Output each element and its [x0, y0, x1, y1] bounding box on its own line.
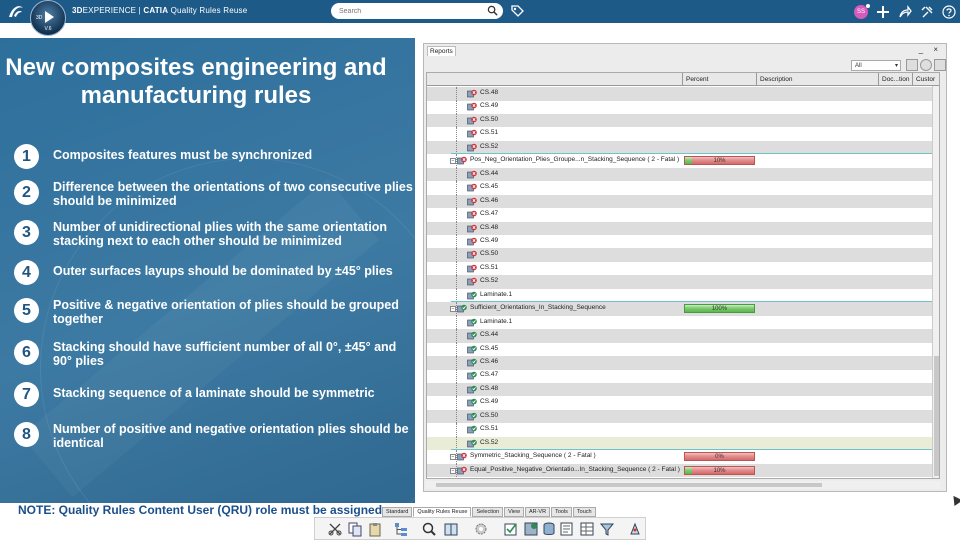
rule-item: [14, 382, 414, 414]
tools-icon[interactable]: [920, 5, 934, 19]
workbench-tab[interactable]: Selection: [472, 507, 503, 517]
tree-row[interactable]: [427, 87, 935, 101]
window-controls[interactable]: _ ×: [918, 45, 942, 54]
collapse-toggle-icon[interactable]: −: [451, 467, 455, 474]
tree-connector: [456, 369, 457, 383]
check-status-icon: [467, 385, 477, 395]
percent-bar: [684, 304, 755, 313]
row-label: CS.51: [480, 425, 499, 433]
workbench-tab[interactable]: Quality Rules Reuse: [413, 507, 471, 517]
tree-row[interactable]: [427, 396, 935, 410]
workbench-tab[interactable]: Tools: [551, 507, 572, 517]
tree-connector: [456, 410, 457, 424]
search-icon[interactable]: [487, 5, 498, 16]
row-label: CS.51: [480, 263, 499, 271]
pin-icon[interactable]: [627, 521, 643, 537]
rule-number: 6: [14, 340, 39, 365]
check-status-icon: [467, 425, 477, 435]
error-status-icon: [457, 466, 467, 476]
tree-connector: [456, 396, 457, 410]
tree-connector: [456, 248, 457, 262]
column-header-name[interactable]: [427, 73, 683, 86]
search-input[interactable]: [339, 5, 479, 17]
tree-row[interactable]: [427, 168, 935, 182]
check-status-icon: [467, 358, 477, 368]
check-status-icon: [467, 318, 477, 328]
row-label: Equal_Positive_Negative_Orientatio...In_Stacking_Sequence ( 2 - Fatal ): [470, 465, 680, 473]
plus-icon[interactable]: [876, 5, 890, 19]
row-label: CS.52: [480, 142, 499, 150]
error-status-icon: [457, 452, 467, 462]
rule-row[interactable]: [427, 450, 935, 464]
tree-connector: [456, 289, 457, 303]
error-status-icon: [467, 224, 477, 234]
vertical-scrollbar[interactable]: [932, 86, 939, 479]
rule-item: [14, 422, 414, 454]
rule-item: [14, 340, 414, 372]
percent-value: 10%: [713, 467, 726, 474]
tree-connector: [456, 316, 457, 330]
reports-panel: [423, 43, 947, 492]
paste-icon[interactable]: [367, 521, 383, 537]
row-label: CS.46: [480, 196, 499, 204]
tree-connector: [456, 195, 457, 209]
check-status-icon: [467, 412, 477, 422]
tree-row[interactable]: [427, 289, 935, 303]
column-header-documentation[interactable]: Doc...tion: [879, 73, 913, 86]
tree-row[interactable]: [427, 127, 935, 141]
tree-connector: [456, 343, 457, 357]
row-label: Symmetric_Stacking_Sequence ( 2 - Fatal ): [470, 452, 596, 460]
top-bar: [0, 0, 960, 23]
slide-title: New composites engineering and manufacturing rules: [5, 54, 387, 109]
tree-row[interactable]: [427, 235, 935, 249]
rule-text: Composites features must be synchronized: [53, 148, 313, 162]
error-status-icon: [467, 237, 477, 247]
error-status-icon: [467, 102, 477, 112]
tree-row[interactable]: [427, 369, 935, 383]
rule-number: 7: [14, 382, 39, 407]
row-label: CS.45: [480, 183, 499, 191]
check-report-icon[interactable]: [503, 521, 519, 537]
tree-row[interactable]: [427, 248, 935, 262]
collapse-toggle-icon[interactable]: −: [451, 454, 455, 461]
scroll-thumb[interactable]: [934, 356, 939, 476]
error-status-icon: [467, 197, 477, 207]
percent-bar: [684, 452, 755, 461]
report-icon[interactable]: [559, 521, 575, 537]
row-label: CS.45: [480, 344, 499, 352]
tree-row[interactable]: [427, 262, 935, 276]
check-status-icon: [467, 371, 477, 381]
error-status-icon: [467, 264, 477, 274]
row-label: CS.44: [480, 169, 499, 177]
scroll-thumb[interactable]: [436, 483, 822, 487]
tree-row[interactable]: [427, 356, 935, 370]
rule-item: [14, 180, 414, 212]
table-icon[interactable]: [579, 521, 595, 537]
slide-panel: [0, 38, 415, 503]
check-status-icon: [467, 331, 477, 341]
rule-text: Difference between the orientations of two consecutive plies should be minimized: [53, 180, 413, 208]
percent-value: 10%: [713, 158, 726, 165]
tree-row[interactable]: [427, 329, 935, 343]
compass-icon[interactable]: [30, 0, 66, 36]
tree-connector: [456, 181, 457, 195]
check-status-icon: [467, 345, 477, 355]
mouse-cursor: [949, 493, 960, 506]
check-status-icon: [457, 304, 467, 314]
cut-icon[interactable]: [327, 521, 343, 537]
rule-row[interactable]: [427, 302, 935, 316]
check-status-icon: [467, 291, 477, 301]
percent-bar: [684, 466, 755, 475]
tree-connector: [456, 114, 457, 128]
role-note: NOTE: Quality Rules Content User (QRU) role must be assigned: [18, 503, 383, 517]
book-icon[interactable]: [443, 521, 459, 537]
ds-logo-icon[interactable]: [6, 2, 26, 20]
compass-3d-label: 3D: [36, 15, 43, 21]
compass-version: V.6: [44, 26, 52, 32]
export-icon[interactable]: [934, 59, 946, 71]
tree-connector: [456, 141, 457, 155]
row-label: CS.50: [480, 411, 499, 419]
row-label: CS.49: [480, 236, 499, 244]
search-bar[interactable]: [331, 3, 503, 19]
tree-row[interactable]: [427, 410, 935, 424]
tree-row[interactable]: [427, 141, 935, 155]
tree-connector: [456, 222, 457, 236]
expand-icon[interactable]: [906, 59, 918, 71]
tree-row[interactable]: [427, 437, 935, 451]
row-label: CS.48: [480, 384, 499, 392]
row-label: CS.52: [480, 277, 499, 285]
row-label: CS.47: [480, 210, 499, 218]
check-status-icon: [467, 439, 477, 449]
rule-item: [14, 144, 414, 176]
tree-icon[interactable]: [393, 521, 409, 537]
tree-row[interactable]: [427, 423, 935, 437]
error-status-icon: [467, 183, 477, 193]
reports-header: [424, 44, 946, 56]
tree-connector: [456, 168, 457, 182]
row-label: CS.46: [480, 358, 499, 365]
gear-icon[interactable]: [473, 521, 489, 537]
check-status-icon: [467, 398, 477, 408]
tree-connector: [456, 87, 457, 101]
tree-connector: [456, 127, 457, 141]
column-header-description[interactable]: Description: [757, 73, 879, 86]
row-label: CS.48: [480, 223, 499, 231]
rule-item: [14, 298, 414, 330]
rule-text: Stacking sequence of a laminate should be symmetric: [53, 386, 375, 400]
tree-row[interactable]: [427, 383, 935, 397]
rule-item: [14, 220, 414, 252]
tree-row[interactable]: [427, 195, 935, 209]
reports-toolbar: [424, 58, 946, 72]
row-label: CS.52: [480, 438, 499, 446]
workbench-tab[interactable]: Standard: [382, 507, 412, 517]
reports-tab[interactable]: Reports: [427, 46, 456, 56]
rule-text: Number of positive and negative orientation plies should be identical: [53, 422, 409, 450]
rule-text: Stacking should have sufficient number of all 0°, ±45° and 90° plies: [53, 340, 397, 368]
tree-row[interactable]: [427, 222, 935, 236]
tree-row[interactable]: [427, 316, 935, 330]
tree-connector: [456, 208, 457, 222]
workbench-tab[interactable]: View: [504, 507, 524, 517]
row-label: CS.47: [480, 371, 499, 379]
tree-row[interactable]: [427, 275, 935, 289]
workbench-tab[interactable]: Touch: [573, 507, 596, 517]
avatar[interactable]: SS: [854, 5, 868, 19]
workbench-tabs: [382, 507, 596, 517]
error-status-icon: [467, 250, 477, 260]
rule-check-icon[interactable]: [523, 521, 539, 537]
rule-text: Outer surfaces layups should be dominated by ±45° plies: [53, 264, 393, 278]
tree-connector: [456, 275, 457, 289]
row-label: Laminate.1: [480, 290, 513, 298]
play-icon[interactable]: [45, 11, 54, 23]
error-status-icon: [467, 210, 477, 220]
app-title: 3DEXPERIENCE | CATIA Quality Rules Reuse: [72, 6, 248, 15]
rule-number: 1: [14, 144, 39, 169]
filter-select[interactable]: All ▾: [851, 60, 901, 71]
tree-connector: [456, 262, 457, 276]
error-status-icon: [457, 156, 467, 166]
percent-value: 0%: [715, 454, 724, 461]
copy-icon[interactable]: [347, 521, 363, 537]
refresh-icon[interactable]: [920, 59, 932, 71]
tree-connector: [456, 329, 457, 343]
row-label: CS.49: [480, 102, 499, 110]
percent-value: 100%: [711, 306, 728, 313]
tag-icon[interactable]: [510, 4, 524, 18]
row-label: CS.50: [480, 250, 499, 258]
error-status-icon: [467, 277, 477, 287]
column-header-percent[interactable]: Percent: [683, 73, 757, 86]
action-bar: [314, 517, 646, 540]
zoom-icon[interactable]: [421, 521, 437, 537]
tree-connector: [456, 100, 457, 114]
workbench-tab[interactable]: AR-VR: [525, 507, 550, 517]
row-label: Pos_Neg_Orientation_Plies_Groupe...n_Stacking_Sequence ( 2 - Fatal ): [470, 156, 680, 164]
row-label: CS.51: [480, 129, 499, 137]
error-status-icon: [467, 129, 477, 139]
error-status-icon: [467, 116, 477, 126]
row-label: CS.49: [480, 398, 499, 406]
percent-bar: [684, 156, 755, 165]
share-icon[interactable]: [898, 5, 912, 19]
rule-text: Positive & negative orientation of plies should be grouped together: [53, 298, 399, 326]
row-label: CS.44: [480, 331, 499, 339]
help-icon[interactable]: [942, 5, 956, 19]
error-status-icon: [467, 89, 477, 99]
tree-connector: [456, 356, 457, 370]
tree-connector: [456, 383, 457, 397]
report-tree-table: [426, 72, 940, 479]
horizontal-scrollbar[interactable]: [426, 481, 940, 489]
row-label: Sufficient_Orientations_In_Stacking_Sequence: [470, 304, 606, 312]
tree-row[interactable]: [427, 343, 935, 357]
tree-connector: [456, 423, 457, 437]
rule-number: 3: [14, 220, 39, 245]
row-label: Laminate.1: [480, 317, 513, 325]
tree-row[interactable]: [427, 114, 935, 128]
collapse-toggle-icon[interactable]: −: [451, 158, 455, 165]
row-label: CS.48: [480, 89, 499, 96]
column-header-custom[interactable]: Custor: [913, 73, 940, 86]
database-icon[interactable]: [541, 521, 557, 537]
tree-row[interactable]: [427, 181, 935, 195]
rule-text: Number of unidirectional plies with the same orientation stacking next to each other should be minimized: [53, 220, 388, 248]
rule-number: 2: [14, 180, 39, 205]
rule-row[interactable]: [427, 464, 935, 478]
tree-row[interactable]: [427, 100, 935, 114]
tree-connector: [456, 437, 457, 451]
error-status-icon: [467, 170, 477, 180]
rule-item: [14, 260, 414, 292]
row-label: CS.50: [480, 115, 499, 123]
error-status-icon: [467, 143, 477, 153]
rule-row[interactable]: [427, 154, 935, 168]
rule-number: 5: [14, 298, 39, 323]
filter-icon[interactable]: [599, 521, 615, 537]
rule-number: 4: [14, 260, 39, 285]
tree-row[interactable]: [427, 208, 935, 222]
collapse-toggle-icon[interactable]: −: [451, 306, 455, 313]
rule-number: 8: [14, 422, 39, 447]
tree-connector: [456, 235, 457, 249]
